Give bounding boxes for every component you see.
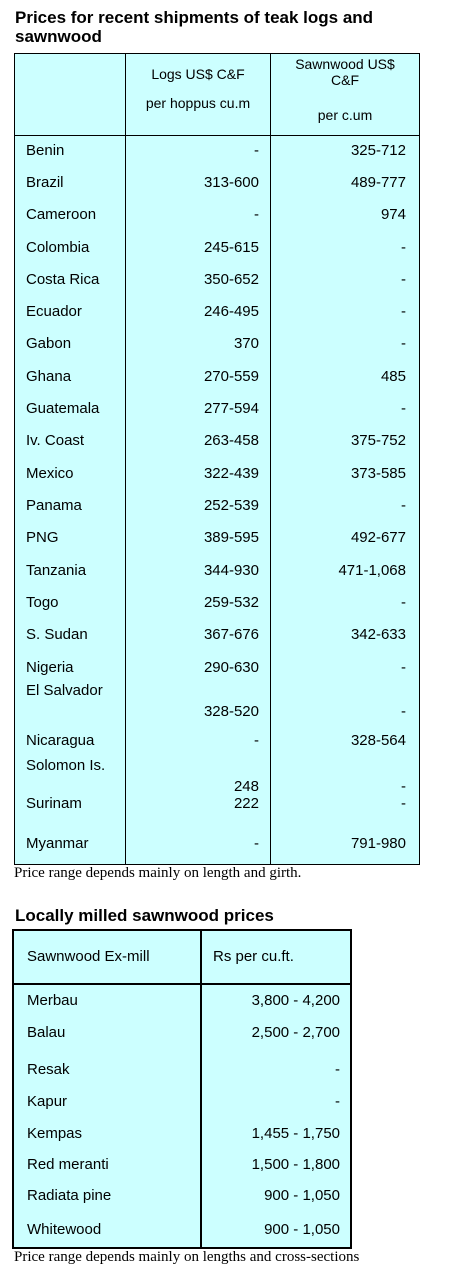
- logs-price-cell: 245-615: [203, 239, 259, 256]
- logs-price-cell: 277-594: [203, 400, 259, 417]
- mill-header-item: Sawnwood Ex-mill: [27, 948, 150, 965]
- teak-table-title: Prices for recent shipments of teak logs and sawnwood: [15, 8, 374, 46]
- country-cell: El Salvador: [26, 682, 103, 699]
- header-divider: [14, 983, 350, 985]
- sawnwood-price-cell: 489-777: [350, 174, 406, 191]
- sawnwood-header-line2: per c.um: [317, 107, 373, 123]
- country-cell: Solomon Is.: [26, 757, 106, 774]
- sawnwood-price-cell: 791-980: [350, 835, 406, 852]
- country-cell: Tanzania: [26, 562, 87, 579]
- price-cell: -: [335, 1093, 340, 1110]
- country-cell: Togo: [26, 594, 59, 611]
- species-cell: Balau: [27, 1024, 66, 1041]
- teak-price-table: [14, 53, 420, 865]
- logs-price-cell: -: [254, 732, 259, 749]
- sawnwood-header-line1: Sawnwood US$ C&F: [295, 56, 395, 88]
- sawnwood-price-cell: -: [401, 271, 406, 288]
- sawnwood-price-cell: -: [401, 703, 406, 720]
- logs-price-cell: 252-539: [203, 497, 259, 514]
- sawnwood-price-cell: -: [401, 778, 406, 795]
- logs-price-cell: -: [254, 206, 259, 223]
- column-divider: [270, 54, 271, 864]
- price-cell: 1,500 - 1,800: [251, 1156, 340, 1173]
- country-cell: Guatemala: [26, 400, 100, 417]
- country-cell: Benin: [26, 142, 65, 159]
- teak-table-note: Price range depends mainly on length and girth.: [14, 865, 302, 881]
- logs-price-cell: 344-930: [203, 562, 259, 579]
- logs-price-cell: 259-532: [203, 594, 259, 611]
- species-cell: Whitewood: [27, 1221, 102, 1238]
- country-cell: Brazil: [26, 174, 64, 191]
- country-cell: Surinam: [26, 795, 82, 812]
- country-cell: Gabon: [26, 335, 72, 352]
- price-cell: -: [335, 1061, 340, 1078]
- species-cell: Resak: [27, 1061, 70, 1078]
- logs-header-line2: per hoppus cu.m: [145, 95, 251, 111]
- sawnwood-price-cell: -: [401, 335, 406, 352]
- species-cell: Kempas: [27, 1125, 83, 1142]
- mill-table-title: Locally milled sawnwood prices: [15, 906, 274, 925]
- logs-price-cell: 270-559: [203, 368, 259, 385]
- sawnwood-price-cell: 328-564: [350, 732, 406, 749]
- country-cell: Panama: [26, 497, 82, 514]
- species-cell: Radiata pine: [27, 1187, 112, 1204]
- price-cell: 1,455 - 1,750: [251, 1125, 340, 1142]
- logs-price-cell: 313-600: [203, 174, 259, 191]
- sawnwood-price-cell: -: [401, 239, 406, 256]
- sawnwood-price-cell: -: [401, 303, 406, 320]
- price-cell: 900 - 1,050: [264, 1187, 340, 1204]
- sawnwood-price-cell: 492-677: [350, 529, 406, 546]
- sawnwood-price-cell: -: [401, 594, 406, 611]
- country-cell: S. Sudan: [26, 626, 88, 643]
- country-cell: Mexico: [26, 465, 74, 482]
- logs-price-cell: 322-439: [203, 465, 259, 482]
- sawnwood-price-cell: 974: [380, 206, 406, 223]
- sawnwood-price-cell: 485: [380, 368, 406, 385]
- sawnwood-price-cell: 373-585: [350, 465, 406, 482]
- species-cell: Merbau: [27, 992, 78, 1009]
- country-cell: PNG: [26, 529, 59, 546]
- country-cell: Myanmar: [26, 835, 89, 852]
- sawnwood-price-cell: -: [401, 497, 406, 514]
- logs-price-cell: 389-595: [203, 529, 259, 546]
- logs-header-line1: Logs US$ C&F: [151, 66, 245, 82]
- logs-price-cell: 222: [233, 795, 259, 812]
- price-cell: 3,800 - 4,200: [251, 992, 340, 1009]
- country-cell: Costa Rica: [26, 271, 100, 288]
- logs-price-cell: 328-520: [203, 703, 259, 720]
- country-cell: Nigeria: [26, 659, 74, 676]
- sawnwood-price-cell: 375-752: [350, 432, 406, 449]
- country-cell: Nicaragua: [26, 732, 95, 749]
- species-cell: Red meranti: [27, 1156, 109, 1173]
- price-cell: 900 - 1,050: [264, 1221, 340, 1238]
- logs-price-cell: -: [254, 835, 259, 852]
- sawnwood-price-cell: -: [401, 659, 406, 676]
- header-divider: [15, 135, 419, 136]
- logs-price-cell: -: [254, 142, 259, 159]
- country-cell: Colombia: [26, 239, 90, 256]
- logs-price-cell: 290-630: [203, 659, 259, 676]
- species-cell: Kapur: [27, 1093, 68, 1110]
- logs-price-cell: 370: [233, 335, 259, 352]
- sawnwood-price-cell: -: [401, 400, 406, 417]
- mill-price-table: [12, 929, 352, 1249]
- sawnwood-price-cell: 325-712: [350, 142, 406, 159]
- logs-price-cell: 263-458: [203, 432, 259, 449]
- sawnwood-price-cell: -: [401, 795, 406, 812]
- logs-price-cell: 367-676: [203, 626, 259, 643]
- logs-price-cell: 246-495: [203, 303, 259, 320]
- country-cell: Ecuador: [26, 303, 82, 320]
- sawnwood-price-cell: 342-633: [350, 626, 406, 643]
- mill-header-price: Rs per cu.ft.: [213, 948, 294, 965]
- sawnwood-price-cell: 471-1,068: [338, 562, 406, 579]
- country-cell: Ghana: [26, 368, 72, 385]
- logs-price-cell: 350-652: [203, 271, 259, 288]
- country-cell: Cameroon: [26, 206, 97, 223]
- mill-table-note: Price range depends mainly on lengths and cross-sections: [14, 1249, 360, 1265]
- logs-price-cell: 248: [233, 778, 259, 795]
- price-cell: 2,500 - 2,700: [251, 1024, 340, 1041]
- country-cell: Iv. Coast: [26, 432, 85, 449]
